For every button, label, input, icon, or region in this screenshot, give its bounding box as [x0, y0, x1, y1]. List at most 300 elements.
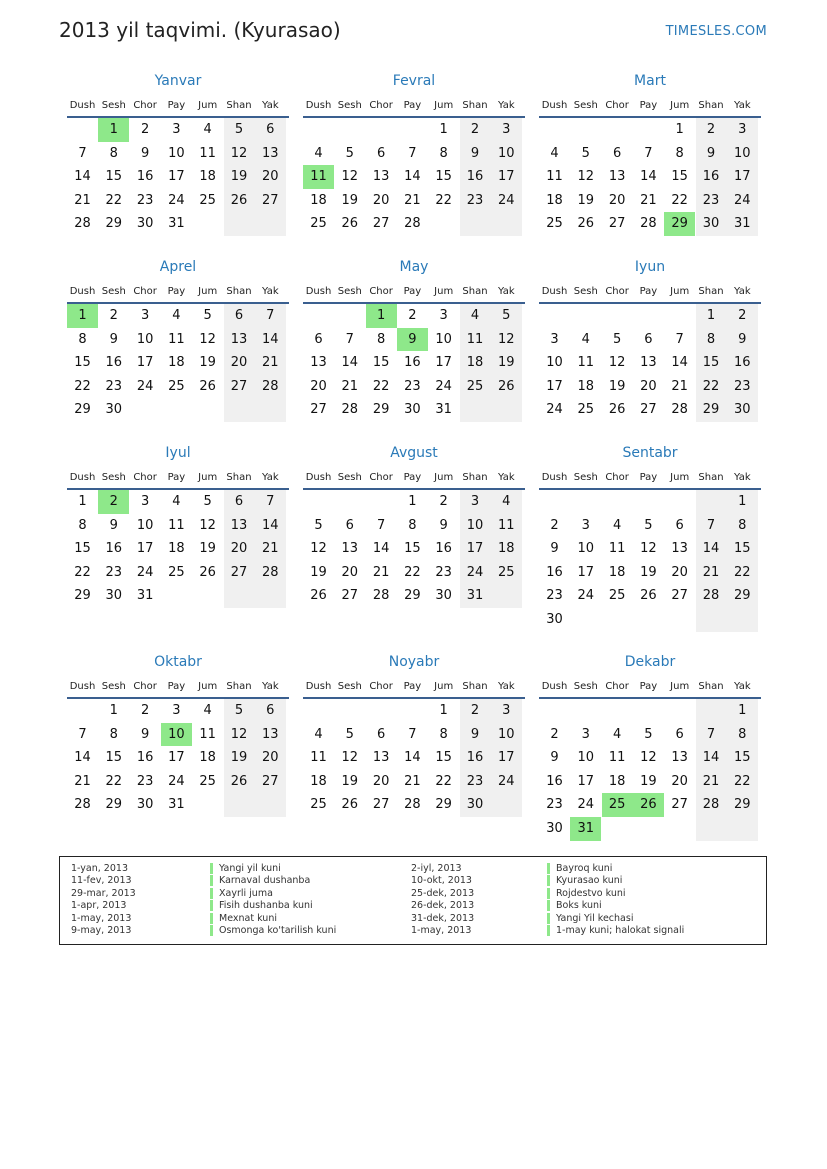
- day-cell[interactable]: 22: [727, 770, 758, 794]
- day-cell[interactable]: 9: [696, 142, 727, 166]
- day-cell[interactable]: 23: [404, 378, 421, 394]
- day-cell[interactable]: 26: [577, 216, 595, 232]
- day-cell[interactable]: 15: [105, 750, 123, 766]
- day-cell[interactable]: 11: [310, 750, 327, 766]
- day-cell[interactable]: 25: [199, 192, 216, 208]
- day-cell[interactable]: 9: [460, 142, 491, 166]
- day-cell[interactable]: 19: [199, 541, 216, 557]
- day-cell[interactable]: 30: [696, 212, 727, 236]
- day-cell[interactable]: 28: [74, 797, 91, 813]
- day-cell[interactable]: 7: [78, 726, 87, 742]
- day-cell[interactable]: 4: [550, 145, 559, 161]
- day-cell[interactable]: 25: [168, 378, 185, 394]
- day-cell[interactable]: 18: [460, 351, 491, 375]
- day-cell[interactable]: 12: [608, 355, 626, 371]
- day-cell[interactable]: 19: [341, 773, 359, 789]
- day-cell[interactable]: 8: [727, 723, 758, 747]
- day-cell[interactable]: 17: [136, 541, 154, 557]
- day-cell[interactable]: 22: [105, 773, 123, 789]
- day-cell[interactable]: 19: [577, 192, 595, 208]
- holiday-day-cell[interactable]: 2: [98, 490, 129, 514]
- day-cell[interactable]: 9: [140, 145, 150, 161]
- day-cell[interactable]: 27: [671, 797, 688, 813]
- day-cell[interactable]: 16: [105, 541, 123, 557]
- day-cell[interactable]: 30: [136, 797, 154, 813]
- day-cell[interactable]: 17: [491, 746, 522, 770]
- day-cell[interactable]: 5: [491, 304, 522, 328]
- day-cell[interactable]: 14: [404, 169, 421, 185]
- day-cell[interactable]: 17: [491, 165, 522, 189]
- day-cell[interactable]: 29: [74, 402, 91, 418]
- day-cell[interactable]: 29: [105, 797, 123, 813]
- day-cell[interactable]: 28: [696, 584, 727, 608]
- day-cell[interactable]: 25: [310, 797, 327, 813]
- day-cell[interactable]: 22: [105, 192, 123, 208]
- day-cell[interactable]: 6: [675, 726, 684, 742]
- day-cell[interactable]: 20: [372, 192, 390, 208]
- day-cell[interactable]: 5: [314, 517, 323, 533]
- day-cell[interactable]: 19: [640, 773, 657, 789]
- day-cell[interactable]: 5: [612, 331, 622, 347]
- day-cell[interactable]: 17: [435, 355, 452, 371]
- holiday-day-cell[interactable]: 1: [98, 118, 129, 142]
- day-cell[interactable]: 2: [550, 726, 559, 742]
- day-cell[interactable]: 9: [109, 517, 118, 533]
- day-cell[interactable]: 10: [577, 541, 595, 557]
- day-cell[interactable]: 5: [224, 699, 255, 723]
- day-cell[interactable]: 14: [74, 750, 91, 766]
- day-cell[interactable]: 2: [140, 122, 150, 137]
- day-cell[interactable]: 19: [199, 355, 216, 371]
- day-cell[interactable]: 18: [199, 169, 216, 185]
- day-cell[interactable]: 20: [341, 564, 359, 580]
- day-cell[interactable]: 4: [612, 726, 622, 742]
- day-cell[interactable]: 28: [404, 797, 421, 813]
- day-cell[interactable]: 14: [640, 169, 657, 185]
- day-cell[interactable]: 1: [109, 703, 118, 718]
- day-cell[interactable]: 24: [727, 189, 758, 213]
- day-cell[interactable]: 3: [140, 494, 150, 509]
- day-cell[interactable]: 27: [224, 561, 255, 585]
- day-cell[interactable]: 2: [460, 118, 491, 142]
- day-cell[interactable]: 23: [460, 770, 491, 794]
- day-cell[interactable]: 8: [78, 331, 87, 347]
- day-cell[interactable]: 8: [376, 331, 386, 347]
- day-cell[interactable]: 20: [310, 378, 327, 394]
- day-cell[interactable]: 27: [255, 770, 286, 794]
- day-cell[interactable]: 29: [105, 216, 123, 232]
- day-cell[interactable]: 1: [408, 494, 417, 509]
- day-cell[interactable]: 20: [608, 192, 626, 208]
- day-cell[interactable]: 3: [491, 699, 522, 723]
- day-cell[interactable]: 17: [577, 564, 595, 580]
- holiday-day-cell[interactable]: 10: [161, 723, 192, 747]
- day-cell[interactable]: 12: [640, 750, 657, 766]
- day-cell[interactable]: 4: [612, 517, 622, 533]
- day-cell[interactable]: 14: [74, 169, 91, 185]
- day-cell[interactable]: 12: [224, 723, 255, 747]
- day-cell[interactable]: 29: [727, 584, 758, 608]
- day-cell[interactable]: 3: [172, 703, 181, 718]
- day-cell[interactable]: 7: [696, 723, 727, 747]
- day-cell[interactable]: 29: [435, 797, 452, 813]
- day-cell[interactable]: 24: [168, 773, 185, 789]
- day-cell[interactable]: 15: [671, 169, 688, 185]
- day-cell[interactable]: 13: [224, 328, 255, 352]
- day-cell[interactable]: 9: [439, 517, 448, 533]
- day-cell[interactable]: 1: [696, 304, 727, 328]
- day-cell[interactable]: 22: [696, 375, 727, 399]
- day-cell[interactable]: 11: [491, 514, 522, 538]
- day-cell[interactable]: 21: [255, 351, 286, 375]
- day-cell[interactable]: 23: [696, 189, 727, 213]
- day-cell[interactable]: 10: [136, 331, 154, 347]
- day-cell[interactable]: 30: [435, 588, 452, 604]
- day-cell[interactable]: 29: [404, 588, 421, 604]
- day-cell[interactable]: 15: [74, 355, 91, 371]
- day-cell[interactable]: 21: [255, 537, 286, 561]
- day-cell[interactable]: 9: [140, 726, 150, 742]
- day-cell[interactable]: 1: [78, 494, 87, 509]
- day-cell[interactable]: 7: [78, 145, 87, 161]
- day-cell[interactable]: 8: [408, 517, 417, 533]
- day-cell[interactable]: 20: [372, 773, 390, 789]
- day-cell[interactable]: 17: [727, 165, 758, 189]
- day-cell[interactable]: 16: [696, 165, 727, 189]
- day-cell[interactable]: 28: [640, 216, 657, 232]
- day-cell[interactable]: 26: [491, 375, 522, 399]
- day-cell[interactable]: 28: [696, 793, 727, 817]
- day-cell[interactable]: 28: [255, 561, 286, 585]
- day-cell[interactable]: 4: [314, 145, 323, 161]
- day-cell[interactable]: 14: [671, 355, 688, 371]
- day-cell[interactable]: 28: [255, 375, 286, 399]
- day-cell[interactable]: 16: [546, 773, 563, 789]
- day-cell[interactable]: 1: [727, 699, 758, 723]
- day-cell[interactable]: 16: [460, 746, 491, 770]
- brand-link[interactable]: TIMESLES.COM: [665, 24, 767, 39]
- day-cell[interactable]: 15: [404, 541, 421, 557]
- day-cell[interactable]: 5: [644, 726, 653, 742]
- day-cell[interactable]: 30: [105, 402, 123, 418]
- day-cell[interactable]: 4: [314, 726, 323, 742]
- day-cell[interactable]: 30: [404, 402, 421, 418]
- day-cell[interactable]: 4: [460, 304, 491, 328]
- day-cell[interactable]: 10: [136, 517, 154, 533]
- day-cell[interactable]: 23: [105, 378, 123, 394]
- day-cell[interactable]: 7: [408, 726, 417, 742]
- day-cell[interactable]: 17: [168, 169, 185, 185]
- day-cell[interactable]: 18: [577, 378, 595, 394]
- day-cell[interactable]: 22: [435, 192, 452, 208]
- day-cell[interactable]: 26: [224, 189, 255, 213]
- day-cell[interactable]: 2: [140, 703, 150, 718]
- day-cell[interactable]: 13: [372, 169, 390, 185]
- day-cell[interactable]: 17: [460, 537, 491, 561]
- day-cell[interactable]: 11: [608, 750, 626, 766]
- day-cell[interactable]: 15: [435, 750, 452, 766]
- day-cell[interactable]: 8: [696, 328, 727, 352]
- day-cell[interactable]: 22: [74, 378, 91, 394]
- day-cell[interactable]: 9: [109, 331, 118, 347]
- day-cell[interactable]: 13: [341, 541, 359, 557]
- day-cell[interactable]: 3: [550, 331, 559, 347]
- day-cell[interactable]: 12: [341, 169, 359, 185]
- day-cell[interactable]: 31: [168, 216, 185, 232]
- day-cell[interactable]: 19: [608, 378, 626, 394]
- day-cell[interactable]: 27: [310, 402, 327, 418]
- day-cell[interactable]: 25: [168, 564, 185, 580]
- holiday-day-cell[interactable]: 31: [570, 817, 601, 841]
- day-cell[interactable]: 5: [644, 517, 653, 533]
- day-cell[interactable]: 16: [105, 355, 123, 371]
- day-cell[interactable]: 15: [372, 355, 390, 371]
- day-cell[interactable]: 20: [224, 351, 255, 375]
- day-cell[interactable]: 6: [255, 118, 286, 142]
- day-cell[interactable]: 2: [696, 118, 727, 142]
- day-cell[interactable]: 10: [577, 750, 595, 766]
- day-cell[interactable]: 18: [310, 192, 327, 208]
- day-cell[interactable]: 7: [376, 517, 386, 533]
- day-cell[interactable]: 8: [78, 517, 87, 533]
- holiday-day-cell[interactable]: 9: [397, 328, 428, 352]
- day-cell[interactable]: 20: [671, 564, 688, 580]
- day-cell[interactable]: 13: [255, 723, 286, 747]
- day-cell[interactable]: 2: [439, 494, 448, 509]
- day-cell[interactable]: 20: [671, 773, 688, 789]
- day-cell[interactable]: 30: [727, 398, 758, 422]
- day-cell[interactable]: 18: [168, 541, 185, 557]
- day-cell[interactable]: 25: [491, 561, 522, 585]
- day-cell[interactable]: 18: [608, 773, 626, 789]
- day-cell[interactable]: 20: [224, 537, 255, 561]
- day-cell[interactable]: 24: [577, 797, 595, 813]
- day-cell[interactable]: 7: [345, 331, 354, 347]
- day-cell[interactable]: 1: [675, 122, 684, 137]
- day-cell[interactable]: 25: [608, 588, 626, 604]
- day-cell[interactable]: 29: [696, 398, 727, 422]
- day-cell[interactable]: 14: [696, 746, 727, 770]
- day-cell[interactable]: 6: [644, 331, 653, 347]
- day-cell[interactable]: 19: [491, 351, 522, 375]
- day-cell[interactable]: 21: [341, 378, 359, 394]
- day-cell[interactable]: 15: [435, 169, 452, 185]
- day-cell[interactable]: 9: [727, 328, 758, 352]
- day-cell[interactable]: 8: [727, 514, 758, 538]
- day-cell[interactable]: 19: [310, 564, 327, 580]
- day-cell[interactable]: 16: [136, 169, 154, 185]
- day-cell[interactable]: 7: [255, 304, 286, 328]
- day-cell[interactable]: 23: [136, 773, 154, 789]
- day-cell[interactable]: 14: [404, 750, 421, 766]
- day-cell[interactable]: 12: [310, 541, 327, 557]
- day-cell[interactable]: 10: [491, 723, 522, 747]
- day-cell[interactable]: 26: [199, 564, 216, 580]
- day-cell[interactable]: 12: [640, 541, 657, 557]
- day-cell[interactable]: 21: [696, 770, 727, 794]
- day-cell[interactable]: 24: [435, 378, 452, 394]
- day-cell[interactable]: 10: [491, 142, 522, 166]
- day-cell[interactable]: 13: [671, 541, 688, 557]
- day-cell[interactable]: 19: [341, 192, 359, 208]
- day-cell[interactable]: 30: [460, 793, 491, 817]
- day-cell[interactable]: 10: [727, 142, 758, 166]
- day-cell[interactable]: 8: [439, 145, 448, 161]
- day-cell[interactable]: 23: [546, 588, 563, 604]
- day-cell[interactable]: 9: [550, 541, 559, 557]
- day-cell[interactable]: 18: [491, 537, 522, 561]
- day-cell[interactable]: 31: [136, 588, 154, 604]
- day-cell[interactable]: 8: [109, 726, 118, 742]
- day-cell[interactable]: 5: [581, 145, 590, 161]
- day-cell[interactable]: 8: [439, 726, 448, 742]
- day-cell[interactable]: 11: [168, 517, 185, 533]
- day-cell[interactable]: 13: [640, 355, 657, 371]
- day-cell[interactable]: 7: [696, 514, 727, 538]
- day-cell[interactable]: 25: [546, 216, 563, 232]
- day-cell[interactable]: 5: [203, 308, 212, 323]
- day-cell[interactable]: 12: [491, 328, 522, 352]
- day-cell[interactable]: 13: [608, 169, 626, 185]
- day-cell[interactable]: 10: [460, 514, 491, 538]
- day-cell[interactable]: 21: [640, 192, 657, 208]
- day-cell[interactable]: 3: [439, 308, 448, 323]
- day-cell[interactable]: 10: [435, 331, 452, 347]
- day-cell[interactable]: 25: [577, 402, 595, 418]
- day-cell[interactable]: 21: [404, 773, 421, 789]
- holiday-day-cell[interactable]: 1: [366, 304, 397, 328]
- day-cell[interactable]: 3: [581, 726, 590, 742]
- day-cell[interactable]: 16: [727, 351, 758, 375]
- day-cell[interactable]: 2: [550, 517, 559, 533]
- day-cell[interactable]: 27: [341, 588, 359, 604]
- day-cell[interactable]: 2: [460, 699, 491, 723]
- day-cell[interactable]: 26: [224, 770, 255, 794]
- day-cell[interactable]: 12: [577, 169, 595, 185]
- day-cell[interactable]: 21: [74, 773, 91, 789]
- day-cell[interactable]: 25: [199, 773, 216, 789]
- day-cell[interactable]: 21: [372, 564, 390, 580]
- day-cell[interactable]: 22: [435, 773, 452, 789]
- day-cell[interactable]: 31: [168, 797, 185, 813]
- day-cell[interactable]: 11: [577, 355, 595, 371]
- day-cell[interactable]: 17: [546, 378, 563, 394]
- day-cell[interactable]: 22: [372, 378, 390, 394]
- day-cell[interactable]: 16: [435, 541, 452, 557]
- day-cell[interactable]: 3: [491, 118, 522, 142]
- day-cell[interactable]: 6: [376, 726, 386, 742]
- day-cell[interactable]: 27: [255, 189, 286, 213]
- day-cell[interactable]: 7: [408, 145, 417, 161]
- day-cell[interactable]: 3: [172, 122, 181, 137]
- day-cell[interactable]: 11: [460, 328, 491, 352]
- day-cell[interactable]: 21: [404, 192, 421, 208]
- day-cell[interactable]: 30: [546, 821, 563, 836]
- day-cell[interactable]: 31: [435, 402, 452, 418]
- day-cell[interactable]: 30: [546, 612, 563, 627]
- day-cell[interactable]: 8: [109, 145, 118, 161]
- day-cell[interactable]: 15: [727, 746, 758, 770]
- day-cell[interactable]: 3: [460, 490, 491, 514]
- day-cell[interactable]: 18: [168, 355, 185, 371]
- day-cell[interactable]: 1: [439, 703, 448, 718]
- day-cell[interactable]: 13: [372, 750, 390, 766]
- day-cell[interactable]: 23: [105, 564, 123, 580]
- day-cell[interactable]: 6: [255, 699, 286, 723]
- day-cell[interactable]: 29: [372, 402, 390, 418]
- day-cell[interactable]: 30: [136, 216, 154, 232]
- day-cell[interactable]: 26: [341, 216, 359, 232]
- day-cell[interactable]: 12: [224, 142, 255, 166]
- day-cell[interactable]: 24: [136, 564, 154, 580]
- day-cell[interactable]: 14: [341, 355, 359, 371]
- day-cell[interactable]: 28: [372, 588, 390, 604]
- day-cell[interactable]: 26: [341, 797, 359, 813]
- day-cell[interactable]: 29: [727, 793, 758, 817]
- day-cell[interactable]: 4: [203, 703, 212, 718]
- day-cell[interactable]: 25: [460, 375, 491, 399]
- day-cell[interactable]: 22: [74, 564, 91, 580]
- day-cell[interactable]: 2: [408, 308, 417, 323]
- day-cell[interactable]: 24: [168, 192, 185, 208]
- day-cell[interactable]: 21: [74, 192, 91, 208]
- day-cell[interactable]: 28: [341, 402, 359, 418]
- day-cell[interactable]: 22: [727, 561, 758, 585]
- day-cell[interactable]: 24: [491, 189, 522, 213]
- day-cell[interactable]: 27: [671, 588, 688, 604]
- day-cell[interactable]: 24: [546, 402, 563, 418]
- day-cell[interactable]: 20: [255, 165, 286, 189]
- day-cell[interactable]: 1: [727, 490, 758, 514]
- day-cell[interactable]: 14: [696, 537, 727, 561]
- day-cell[interactable]: 16: [546, 564, 563, 580]
- holiday-day-cell[interactable]: 25: [602, 793, 633, 817]
- day-cell[interactable]: 31: [460, 584, 491, 608]
- day-cell[interactable]: 18: [608, 564, 626, 580]
- day-cell[interactable]: 4: [491, 490, 522, 514]
- day-cell[interactable]: 20: [255, 746, 286, 770]
- day-cell[interactable]: 5: [203, 494, 212, 509]
- day-cell[interactable]: 4: [581, 331, 590, 347]
- day-cell[interactable]: 21: [696, 561, 727, 585]
- day-cell[interactable]: 11: [168, 331, 185, 347]
- day-cell[interactable]: 15: [105, 169, 123, 185]
- day-cell[interactable]: 15: [727, 537, 758, 561]
- day-cell[interactable]: 3: [727, 118, 758, 142]
- day-cell[interactable]: 2: [727, 304, 758, 328]
- day-cell[interactable]: 30: [105, 588, 123, 604]
- day-cell[interactable]: 22: [671, 192, 688, 208]
- day-cell[interactable]: 18: [310, 773, 327, 789]
- day-cell[interactable]: 2: [109, 308, 118, 323]
- day-cell[interactable]: 6: [612, 145, 622, 161]
- holiday-day-cell[interactable]: 11: [303, 165, 334, 189]
- day-cell[interactable]: 27: [224, 375, 255, 399]
- day-cell[interactable]: 16: [136, 750, 154, 766]
- day-cell[interactable]: 16: [460, 165, 491, 189]
- day-cell[interactable]: 5: [345, 726, 354, 742]
- day-cell[interactable]: 5: [224, 118, 255, 142]
- day-cell[interactable]: 14: [372, 541, 390, 557]
- day-cell[interactable]: 19: [224, 165, 255, 189]
- day-cell[interactable]: 26: [608, 402, 626, 418]
- day-cell[interactable]: 7: [255, 490, 286, 514]
- day-cell[interactable]: 27: [372, 797, 390, 813]
- day-cell[interactable]: 25: [310, 216, 327, 232]
- day-cell[interactable]: 6: [314, 331, 323, 347]
- day-cell[interactable]: 11: [546, 169, 563, 185]
- day-cell[interactable]: 13: [224, 514, 255, 538]
